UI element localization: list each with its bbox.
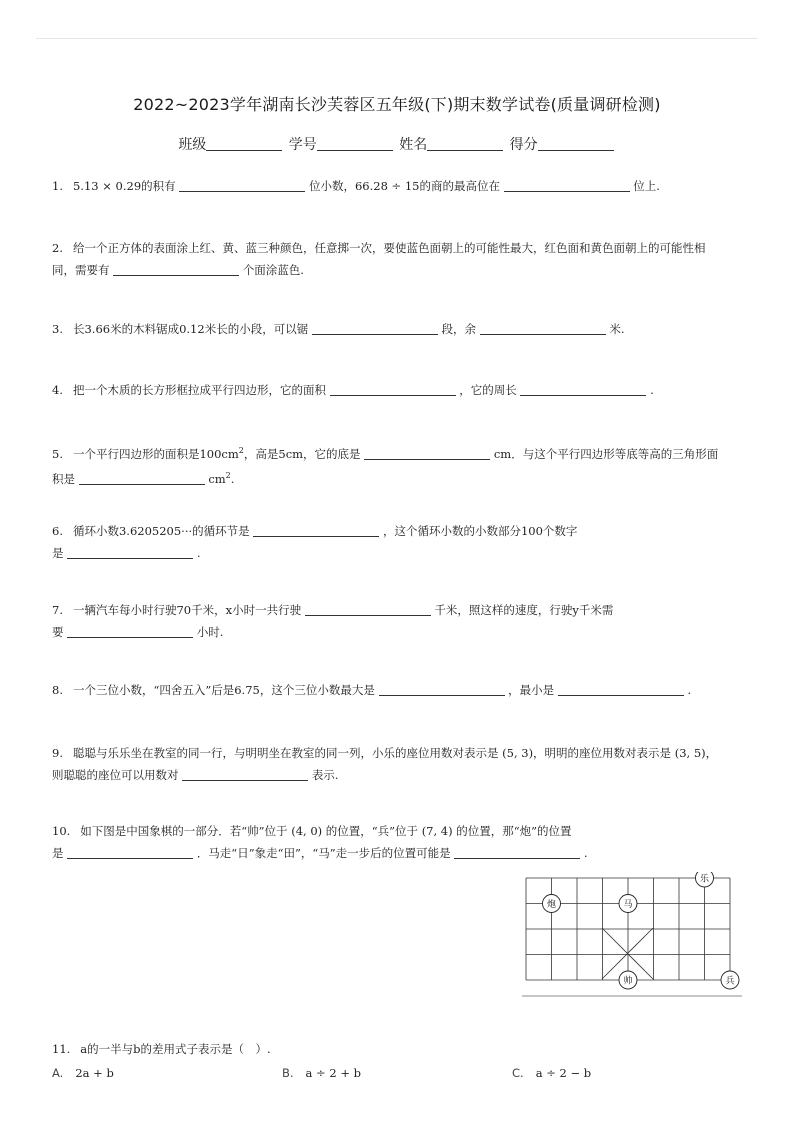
option-text: 2a + b — [75, 1066, 114, 1080]
answer-blank[interactable] — [253, 523, 379, 537]
answer-blank[interactable] — [67, 545, 193, 559]
answer-blank[interactable] — [364, 446, 490, 460]
question-number: 5. — [52, 446, 63, 461]
question-text: 段，余 — [441, 322, 477, 336]
option-letter: C. — [512, 1066, 524, 1080]
question-text: 位上. — [633, 179, 660, 193]
question-text: 位小数，66.28 ÷ 15的商的最高位在 — [308, 179, 500, 193]
question-text: ．马走“日”象走“田”，“马”走一步后的位置可能是 — [196, 846, 451, 860]
page-top-rule — [36, 38, 758, 39]
question-text: 则聪聪的座位可以用数对 — [52, 768, 179, 782]
question-text: 长3.66米的木料锯成0.12米长的小段，可以锯 — [72, 322, 309, 336]
option-text: a ÷ 2 + b — [305, 1066, 361, 1080]
question-text: . — [650, 383, 654, 397]
question-text: a的一半与b的差用式子表示是（ ）. — [80, 1042, 271, 1056]
question-number: 4. — [52, 383, 63, 397]
question-text: 小时. — [196, 625, 224, 639]
answer-blank[interactable] — [379, 682, 505, 696]
question-text: 米. — [609, 322, 625, 336]
chess-piece-label: 兵 — [725, 976, 735, 987]
answer-blank[interactable] — [480, 321, 606, 335]
class-blank[interactable] — [206, 136, 282, 151]
question-text: cm — [208, 471, 226, 486]
option-a[interactable] — [52, 1066, 114, 1080]
question-number: 9. — [52, 746, 63, 760]
question-text: ，高是5cm，它的底是 — [243, 446, 361, 461]
student-info-line — [0, 134, 794, 154]
name-label: 姓名 — [399, 137, 428, 153]
answer-blank[interactable] — [520, 382, 646, 396]
question-text: ，它的周长 — [459, 383, 517, 397]
question-2 — [52, 237, 752, 281]
chess-piece — [619, 895, 637, 913]
question-text: 循环小数3.6205205···的循环节是 — [72, 524, 250, 538]
name-blank[interactable] — [427, 136, 503, 151]
question-9 — [52, 742, 752, 786]
question-text: . — [687, 683, 692, 697]
question-number: 8. — [52, 683, 63, 697]
chess-piece — [696, 872, 714, 887]
question-6 — [52, 520, 752, 564]
option-text: a ÷ 2 − b — [535, 1066, 592, 1080]
question-text: ，最小是 — [508, 683, 555, 697]
chess-piece-label: 马 — [623, 900, 633, 910]
question-number: 11. — [52, 1042, 71, 1056]
question-5 — [52, 440, 752, 490]
question-text: . — [230, 471, 235, 486]
question-number: 1. — [52, 179, 63, 193]
chess-piece — [619, 971, 637, 989]
answer-blank[interactable] — [182, 767, 308, 781]
question-number: 2. — [52, 241, 63, 255]
answer-blank[interactable] — [67, 845, 193, 859]
question-number: 6. — [52, 524, 63, 538]
question-text: 要 — [52, 625, 64, 639]
question-3 — [52, 318, 752, 340]
question-text: 是 — [52, 846, 64, 860]
option-c[interactable] — [512, 1066, 591, 1080]
question-text: 把一个木质的长方形框拉成平行四边形，它的面积 — [72, 383, 326, 397]
question-4 — [52, 379, 752, 401]
question-text: 聪聪与乐乐坐在教室的同一行，与明明坐在教室的同一列，小乐的座位用数对表示是 (5, 3)，明明的座位用数对表示是 (3, 5)， — [72, 746, 718, 760]
answer-blank[interactable] — [504, 178, 630, 192]
question-text: 给一个正方体的表面涂上红、黄、蓝三种颜色，任意掷一次，要使蓝色面朝上的可能性最大，红色面和黄色面朝上的可能性相 — [72, 241, 706, 255]
student-id-blank[interactable] — [317, 136, 393, 151]
chess-piece — [721, 971, 739, 989]
question-text: 千米，照这样的速度，行驶y千米需 — [434, 603, 614, 617]
answer-blank[interactable] — [312, 321, 438, 335]
question-text: 同，需要有 — [52, 263, 110, 277]
question-number: 10. — [52, 824, 71, 838]
question-7 — [52, 599, 752, 643]
question-text: 积是 — [52, 471, 75, 486]
answer-blank[interactable] — [305, 602, 431, 616]
answer-blank[interactable] — [558, 682, 684, 696]
answer-blank[interactable] — [79, 471, 205, 485]
question-number: 3. — [52, 322, 63, 336]
chess-piece-label: 炮 — [546, 900, 557, 910]
answer-blank[interactable] — [67, 624, 193, 638]
option-letter: B. — [282, 1066, 294, 1080]
chess-piece — [543, 895, 561, 913]
question-text: 一个三位小数，“四舍五入”后是6.75，这个三位小数最大是 — [72, 683, 375, 697]
question-number: 7. — [52, 603, 63, 617]
score-blank[interactable] — [538, 136, 614, 151]
question-text: 是 — [52, 546, 64, 560]
chess-piece-label: 乐 — [699, 874, 710, 885]
option-b[interactable] — [282, 1066, 361, 1080]
question-text: 个面涂蓝色. — [242, 263, 304, 277]
superscript: 2 — [225, 470, 231, 480]
chess-board-figure — [520, 872, 744, 1002]
question-text: 5.13 × 0.29的积有 — [72, 179, 176, 193]
chess-piece-label: 帅 — [623, 976, 633, 987]
question-text: . — [583, 846, 588, 860]
answer-blank[interactable] — [454, 845, 580, 859]
answer-blank[interactable] — [330, 382, 456, 396]
question-text: cm．与这个平行四边形等底等高的三角形面 — [493, 446, 719, 461]
superscript: 2 — [238, 446, 244, 455]
question-text: 一个平行四边形的面积是100cm — [72, 446, 239, 461]
score-label: 得分 — [509, 137, 538, 153]
class-label: 班级 — [178, 137, 207, 153]
question-8 — [52, 679, 752, 701]
answer-blank[interactable] — [113, 262, 239, 276]
question-text: . — [196, 546, 201, 560]
student-id-label: 学号 — [288, 137, 317, 153]
question-1 — [52, 175, 752, 197]
answer-blank[interactable] — [179, 178, 305, 192]
question-10 — [52, 820, 752, 864]
question-11 — [52, 1038, 752, 1060]
question-text: 表示. — [311, 768, 339, 782]
question-text: 一辆汽车每小时行驶70千米，x小时一共行驶 — [72, 603, 302, 617]
page-title: 2022~2023学年湖南长沙芙蓉区五年级(下)期末数学试卷(质量调研检测) — [133, 95, 661, 114]
question-text: ，这个循环小数的小数部分100个数字 — [382, 524, 578, 538]
option-letter: A. — [52, 1066, 64, 1080]
question-text: 如下图是中国象棋的一部分．若“帅”位于 (4, 0) 的位置，“兵”位于 (7, 4) 的位置，那“炮”的位置 — [80, 824, 572, 838]
